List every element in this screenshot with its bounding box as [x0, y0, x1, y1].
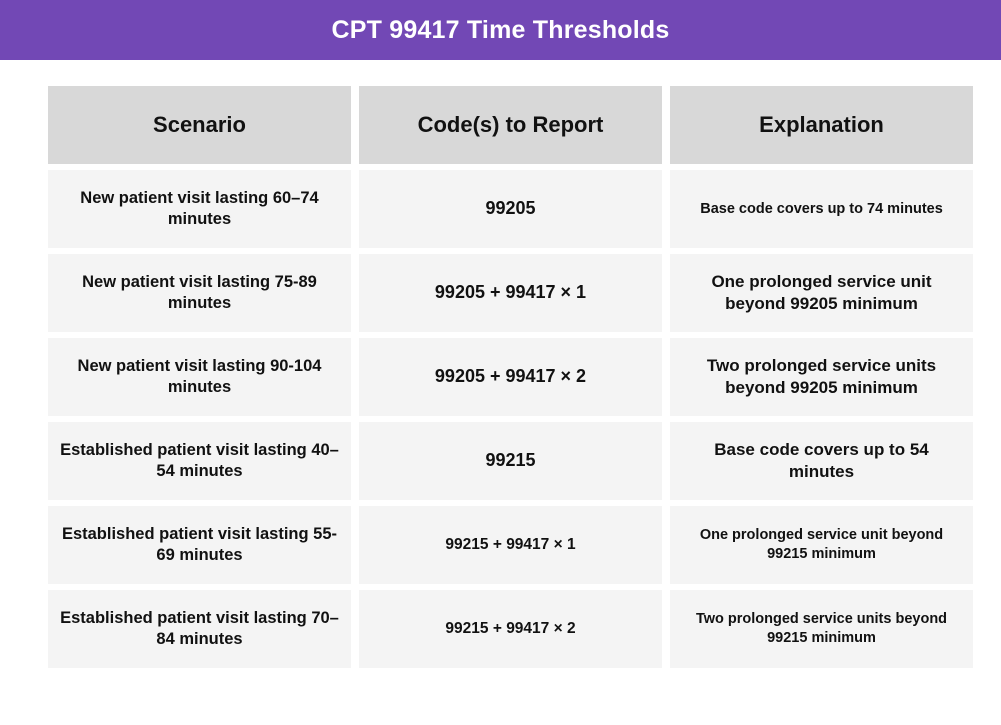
cell-code: 99205 + 99417 × 2	[359, 338, 662, 416]
cell-explanation: One prolonged service unit beyond 99205 minimum	[670, 254, 973, 332]
column-header-explanation: Explanation	[670, 86, 973, 164]
table-row	[48, 338, 973, 416]
cell-explanation: One prolonged service unit beyond 99215 minimum	[670, 506, 973, 584]
cell-scenario: New patient visit lasting 60–74 minutes	[48, 170, 351, 248]
table-row	[48, 170, 973, 248]
cell-code: 99205	[359, 170, 662, 248]
cell-code: 99215 + 99417 × 1	[359, 506, 662, 584]
column-header-scenario: Scenario	[48, 86, 351, 164]
table-row	[48, 506, 973, 584]
table-row	[48, 422, 973, 500]
cell-explanation: Two prolonged service units beyond 99215 minimum	[670, 590, 973, 668]
column-header-codes: Code(s) to Report	[359, 86, 662, 164]
table-container	[0, 60, 1001, 674]
cell-explanation: Base code covers up to 54 minutes	[670, 422, 973, 500]
cell-explanation: Two prolonged service units beyond 99205 minimum	[670, 338, 973, 416]
page-title: CPT 99417 Time Thresholds	[331, 15, 670, 44]
cpt-thresholds-table	[40, 80, 981, 674]
cell-code: 99205 + 99417 × 1	[359, 254, 662, 332]
table-row	[48, 254, 973, 332]
title-bar	[0, 0, 1001, 60]
table-header-row	[48, 86, 973, 164]
cell-scenario: Established patient visit lasting 70–84 minutes	[48, 590, 351, 668]
table-row	[48, 590, 973, 668]
cell-scenario: Established patient visit lasting 55-69 minutes	[48, 506, 351, 584]
cell-scenario: New patient visit lasting 75-89 minutes	[48, 254, 351, 332]
table-body	[48, 170, 973, 668]
cell-scenario: Established patient visit lasting 40–54 minutes	[48, 422, 351, 500]
cell-explanation: Base code covers up to 74 minutes	[670, 170, 973, 248]
cell-code: 99215	[359, 422, 662, 500]
cell-code: 99215 + 99417 × 2	[359, 590, 662, 668]
table-header	[48, 86, 973, 164]
cell-scenario: New patient visit lasting 90-104 minutes	[48, 338, 351, 416]
